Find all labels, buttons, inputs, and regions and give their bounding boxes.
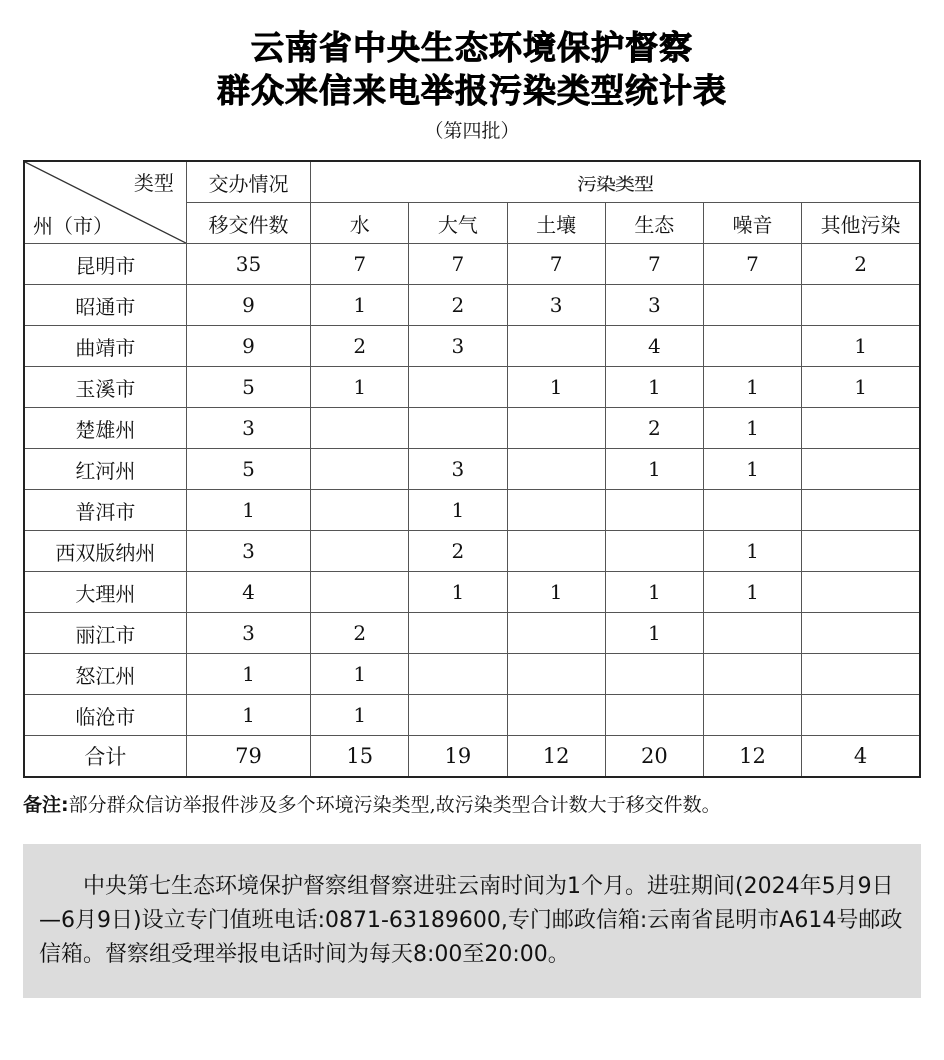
total-ecology: 20 <box>605 736 703 778</box>
header-group-pollution-type-text: 污染类型 <box>577 172 654 194</box>
cell-soil <box>507 531 605 572</box>
row-region-name: 昆明市 <box>24 244 186 285</box>
cell-ecology: 1 <box>605 613 703 654</box>
cell-water: 7 <box>311 244 409 285</box>
cell-air <box>409 367 507 408</box>
cell-water <box>311 449 409 490</box>
cell-soil: 1 <box>507 367 605 408</box>
cell-soil <box>507 613 605 654</box>
cell-other: 1 <box>802 326 920 367</box>
cell-noise: 7 <box>703 244 801 285</box>
cell-water <box>311 572 409 613</box>
cell-other <box>802 572 920 613</box>
cell-ecology: 4 <box>605 326 703 367</box>
cell-ecology: 3 <box>605 285 703 326</box>
cell-transferred-count: 35 <box>186 244 310 285</box>
total-other: 4 <box>802 736 920 778</box>
cell-transferred-count: 9 <box>186 285 310 326</box>
cell-other <box>802 613 920 654</box>
header-corner-cell <box>24 161 186 244</box>
table-row <box>24 695 920 736</box>
row-region-name: 怒江州 <box>24 654 186 695</box>
cell-other <box>802 490 920 531</box>
cell-soil <box>507 449 605 490</box>
table-row <box>24 408 920 449</box>
cell-ecology: 1 <box>605 572 703 613</box>
total-air: 19 <box>409 736 507 778</box>
cell-ecology: 1 <box>605 449 703 490</box>
row-region-name: 丽江市 <box>24 613 186 654</box>
table-row <box>24 613 920 654</box>
row-region-name: 大理州 <box>24 572 186 613</box>
statistics-table <box>23 160 921 778</box>
cell-noise: 1 <box>703 449 801 490</box>
row-region-name: 玉溪市 <box>24 367 186 408</box>
document-title-block <box>0 0 944 146</box>
cell-air: 1 <box>409 572 507 613</box>
cell-transferred-count: 5 <box>186 449 310 490</box>
column-header-other: 其他污染 <box>802 203 920 244</box>
cell-transferred-count: 1 <box>186 654 310 695</box>
cell-transferred-count: 3 <box>186 531 310 572</box>
statistics-table-wrapper <box>23 160 921 778</box>
cell-noise: 1 <box>703 367 801 408</box>
cell-water <box>311 531 409 572</box>
cell-air: 2 <box>409 285 507 326</box>
total-row-label: 合计 <box>24 736 186 778</box>
cell-air: 7 <box>409 244 507 285</box>
cell-other <box>802 408 920 449</box>
cell-water <box>311 408 409 449</box>
cell-soil <box>507 695 605 736</box>
cell-soil <box>507 326 605 367</box>
total-transferred-count: 79 <box>186 736 310 778</box>
cell-water: 1 <box>311 654 409 695</box>
table-row <box>24 531 920 572</box>
cell-other: 1 <box>802 367 920 408</box>
cell-noise <box>703 654 801 695</box>
title-subtitle: （第四批） <box>424 120 520 142</box>
cell-noise <box>703 613 801 654</box>
column-header-transferred-count: 移交件数 <box>186 203 310 244</box>
cell-transferred-count: 1 <box>186 695 310 736</box>
title-line-2: 群众来信来电举报污染类型统计表 <box>217 71 727 110</box>
header-type-label: 类型 <box>133 171 174 195</box>
cell-other <box>802 531 920 572</box>
cell-transferred-count: 4 <box>186 572 310 613</box>
total-water: 15 <box>311 736 409 778</box>
cell-soil <box>507 654 605 695</box>
cell-transferred-count: 3 <box>186 613 310 654</box>
cell-ecology <box>605 531 703 572</box>
column-header-water: 水 <box>311 203 409 244</box>
table-row <box>24 654 920 695</box>
footnote-text: 部分群众信访举报件涉及多个环境污染类型,故污染类型合计数大于移交件数。 <box>68 794 721 816</box>
title-line-1: 云南省中央生态环境保护督察 <box>251 28 693 67</box>
cell-transferred-count: 1 <box>186 490 310 531</box>
cell-soil: 1 <box>507 572 605 613</box>
column-header-air: 大气 <box>409 203 507 244</box>
cell-noise: 1 <box>703 531 801 572</box>
cell-air <box>409 408 507 449</box>
column-header-ecology: 生态 <box>605 203 703 244</box>
table-row <box>24 490 920 531</box>
cell-ecology: 2 <box>605 408 703 449</box>
cell-noise <box>703 285 801 326</box>
cell-other: 2 <box>802 244 920 285</box>
cell-noise: 1 <box>703 408 801 449</box>
cell-ecology: 7 <box>605 244 703 285</box>
cell-air <box>409 695 507 736</box>
table-row <box>24 326 920 367</box>
table-row <box>24 244 920 285</box>
table-footnote <box>23 792 921 818</box>
cell-water: 1 <box>311 695 409 736</box>
row-region-name: 临沧市 <box>24 695 186 736</box>
cell-transferred-count: 5 <box>186 367 310 408</box>
table-header-row-groups <box>24 161 920 203</box>
cell-water <box>311 490 409 531</box>
cell-soil <box>507 408 605 449</box>
column-header-noise: 噪音 <box>703 203 801 244</box>
cell-water: 2 <box>311 613 409 654</box>
cell-other <box>802 285 920 326</box>
row-region-name: 普洱市 <box>24 490 186 531</box>
cell-noise <box>703 695 801 736</box>
cell-air <box>409 654 507 695</box>
cell-water: 2 <box>311 326 409 367</box>
cell-air <box>409 613 507 654</box>
total-soil: 12 <box>507 736 605 778</box>
inspection-notice-text: 中央第七生态环境保护督察组督察进驻云南时间为1个月。进驻期间(2024年5月9日—6月9日)设立专门值班电话:0871-63189600,专门邮政信箱:云南省昆明市A614号邮政信箱。督察组受理举报电话时间为每天8:00至20:00。 <box>39 874 903 967</box>
cell-noise: 1 <box>703 572 801 613</box>
column-header-soil: 土壤 <box>507 203 605 244</box>
cell-noise <box>703 490 801 531</box>
table-total-row <box>24 736 920 778</box>
header-group-handled: 交办情况 <box>186 161 310 203</box>
cell-ecology <box>605 654 703 695</box>
table-row <box>24 572 920 613</box>
row-region-name: 红河州 <box>24 449 186 490</box>
inspection-notice-box <box>23 844 921 998</box>
cell-ecology <box>605 490 703 531</box>
header-group-pollution-type <box>311 161 920 203</box>
cell-other <box>802 449 920 490</box>
cell-transferred-count: 3 <box>186 408 310 449</box>
table-row <box>24 449 920 490</box>
cell-air: 1 <box>409 490 507 531</box>
cell-ecology: 1 <box>605 367 703 408</box>
cell-soil: 3 <box>507 285 605 326</box>
cell-water: 1 <box>311 285 409 326</box>
cell-other <box>802 695 920 736</box>
header-region-label: 州（市） <box>33 214 113 238</box>
cell-soil <box>507 490 605 531</box>
cell-air: 3 <box>409 449 507 490</box>
row-region-name: 昭通市 <box>24 285 186 326</box>
cell-transferred-count: 9 <box>186 326 310 367</box>
row-region-name: 楚雄州 <box>24 408 186 449</box>
cell-noise <box>703 326 801 367</box>
table-row <box>24 367 920 408</box>
cell-water: 1 <box>311 367 409 408</box>
cell-air: 3 <box>409 326 507 367</box>
table-row <box>24 285 920 326</box>
cell-other <box>802 654 920 695</box>
total-noise: 12 <box>703 736 801 778</box>
row-region-name: 曲靖市 <box>24 326 186 367</box>
cell-soil: 7 <box>507 244 605 285</box>
footnote-label: 备注: <box>23 794 69 816</box>
cell-air: 2 <box>409 531 507 572</box>
cell-ecology <box>605 695 703 736</box>
row-region-name: 西双版纳州 <box>24 531 186 572</box>
